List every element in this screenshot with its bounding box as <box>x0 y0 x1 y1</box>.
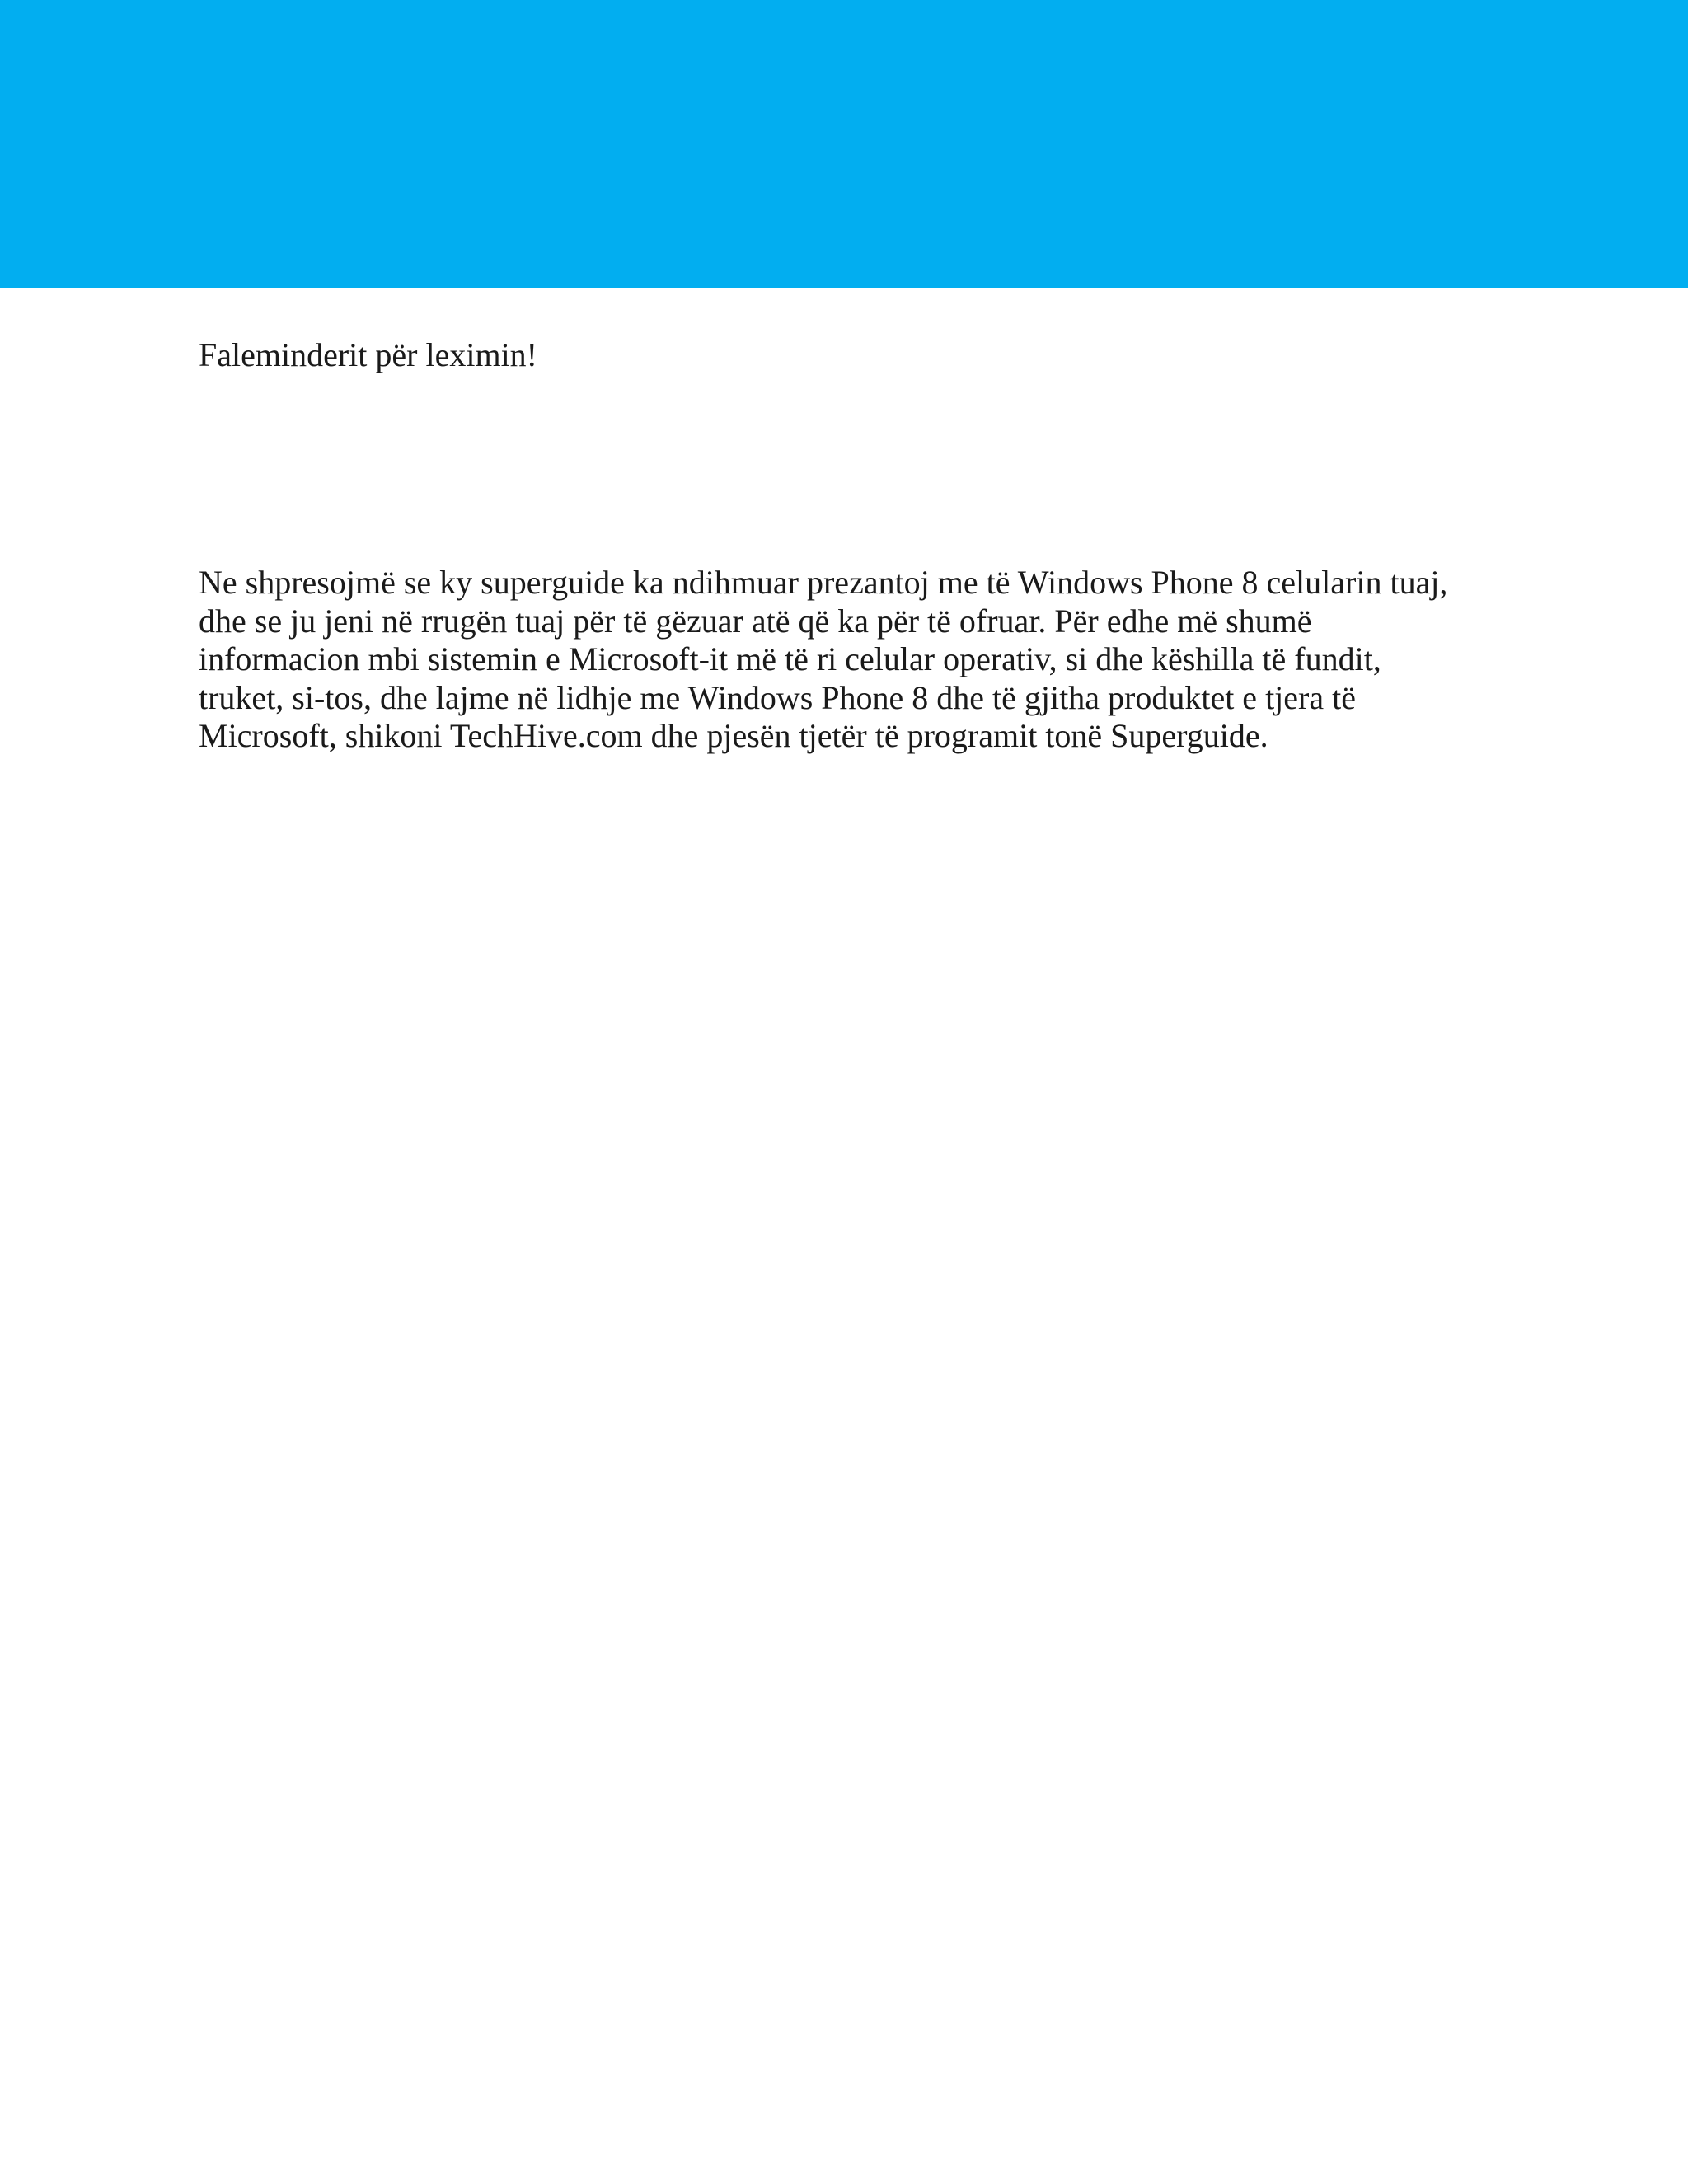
thanks-heading: Faleminderit për leximin! <box>199 336 537 373</box>
paragraph-line: Ne shpresojmë se ky superguide ka ndihmuar prezantoj me të Windows Phone 8 celularin tuaj, <box>199 564 1448 601</box>
header-color-band <box>0 0 1688 288</box>
paragraph-line: truket, si-tos, dhe lajme në lidhje me Windows Phone 8 dhe të gjitha produktet e tjera të <box>199 678 1356 716</box>
paragraph-line: dhe se ju jeni në rrugën tuaj për të gëzuar atë që ka për të ofruar. Për edhe më shumë <box>199 602 1312 640</box>
closing-paragraph <box>199 564 1484 756</box>
paragraph-line: informacion mbi sistemin e Microsoft-it më të ri celular operativ, si dhe këshilla të fundit, <box>199 640 1381 677</box>
paragraph-line: Microsoft, shikoni TechHive.com dhe pjesën tjetër të programit tonë Superguide. <box>199 717 1268 754</box>
